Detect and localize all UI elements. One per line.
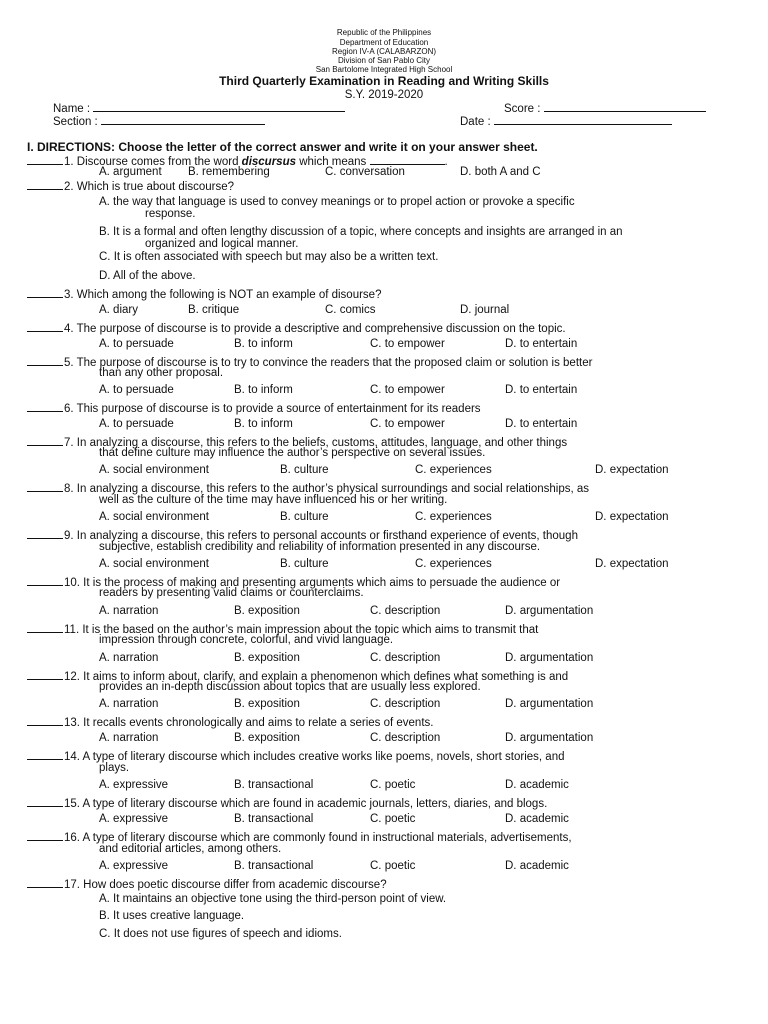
question-13: 13. It recalls events chronologically and aims to relate a series of events. [27,715,433,730]
q6-choice-b: B. to inform [234,418,293,430]
q3-choice-a: A. diary [99,304,138,316]
answer-blank[interactable] [27,528,63,539]
q9-choice-d: D. expectation [595,558,669,570]
q9-choice-c: C. experiences [415,558,492,570]
q11-choice-c: C. description [370,652,441,664]
section-label: Section : [53,116,98,128]
header-department: Department of Education [339,38,429,47]
q10-choice-b: B. exposition [234,605,300,617]
q2-choice-b: B. It is a formal and often lengthy discussion of a topic, where concepts and insights are arranged in an [99,226,623,238]
section-field[interactable] [53,114,265,128]
answer-blank[interactable] [27,287,63,298]
q2-choice-c: C. It is often associated with speech but may also be a written text. [99,251,439,263]
question-11: 11. It is the based on the author’s main impression about the topic which aims to transmit that [27,622,538,637]
school-year: S.Y. 2019-2020 [344,89,424,101]
header-region: Region IV-A (CALABARZON) [331,47,437,56]
q8-choice-b: B. culture [280,511,329,523]
name-field[interactable] [53,101,345,115]
question-9: 9. In analyzing a discourse, this refers to personal accounts or firsthand experience of events, though [27,528,578,543]
q15-choice-c: C. poetic [370,813,416,825]
q16-choice-d: D. academic [505,860,569,872]
question-5-cont: than any other proposal. [99,367,224,379]
date-line[interactable] [494,114,672,125]
q1-choice-d: D. both A and C [460,166,541,178]
question-5: 5. The purpose of discourse is to try to convince the readers that the proposed claim or solution is better [27,355,592,370]
q7-choice-c: C. experiences [415,464,492,476]
q9-choice-b: B. culture [280,558,329,570]
question-7-cont: that define culture may influence the author’s perspective on several issues. [99,447,486,459]
q14-choice-d: D. academic [505,779,569,791]
answer-blank[interactable] [27,154,63,165]
q5-choice-c: C. to empower [370,384,445,396]
score-label: Score : [504,103,541,115]
q17-choice-b: B. It uses creative language. [99,910,245,922]
answer-blank[interactable] [27,321,63,332]
q12-choice-a: A. narration [99,698,159,710]
q5-choice-d: D. to entertain [505,384,578,396]
q12-choice-d: D. argumentation [505,698,594,710]
q15-choice-a: A. expressive [99,813,169,825]
q8-choice-c: C. experiences [415,511,492,523]
question-15: 15. A type of literary discourse which are found in academic journals, letters, diaries, and blogs. [27,796,547,811]
q1-choice-c: C. conversation [325,166,405,178]
question-14-cont: plays. [99,762,130,774]
question-12: 12. It aims to inform about, clarify, and explain a phenomenon which defines what something is and [27,669,568,684]
date-label: Date : [460,116,491,128]
q11-choice-a: A. narration [99,652,159,664]
q2-choice-d: D. All of the above. [99,270,196,282]
question-6: 6. This purpose of discourse is to provide a source of entertainment for its readers [27,401,481,416]
meaning-blank[interactable] [370,154,445,165]
question-4: 4. The purpose of discourse is to provide a descriptive and comprehensive discussion on the topic. [27,321,566,336]
q11-choice-d: D. argumentation [505,652,594,664]
q6-choice-c: C. to empower [370,418,445,430]
answer-blank[interactable] [27,355,63,366]
section-line[interactable] [101,114,265,125]
q8-choice-d: D. expectation [595,511,669,523]
q10-choice-a: A. narration [99,605,159,617]
answer-blank[interactable] [27,575,63,586]
answer-blank[interactable] [27,669,63,680]
q12-choice-c: C. description [370,698,441,710]
q4-choice-d: D. to entertain [505,338,578,350]
question-8-cont: well as the culture of the time may have influenced his or her writing. [99,494,448,506]
answer-blank[interactable] [27,435,63,446]
q9-choice-a: A. social environment [99,558,209,570]
q8-choice-a: A. social environment [99,511,209,523]
q12-choice-b: B. exposition [234,698,300,710]
q7-choice-a: A. social environment [99,464,209,476]
answer-blank[interactable] [27,622,63,633]
header-division: Division of San Pablo City [337,56,431,65]
q14-choice-b: B. transactional [234,779,314,791]
answer-blank[interactable] [27,749,63,760]
q3-choice-d: D. journal [460,304,510,316]
q4-choice-c: C. to empower [370,338,445,350]
name-line[interactable] [93,101,345,112]
date-field[interactable] [460,114,672,128]
question-14: 14. A type of literary discourse which includes creative works like poems, novels, short stories, and [27,749,564,764]
q5-choice-a: A. to persuade [99,384,174,396]
q11-choice-b: B. exposition [234,652,300,664]
q13-choice-d: D. argumentation [505,732,594,744]
answer-blank[interactable] [27,796,63,807]
q15-choice-b: B. transactional [234,813,314,825]
answer-blank[interactable] [27,481,63,492]
score-field[interactable] [504,101,706,115]
question-2: 2. Which is true about discourse? [27,179,234,194]
q7-choice-d: D. expectation [595,464,669,476]
q10-choice-c: C. description [370,605,441,617]
q4-choice-b: B. to inform [234,338,293,350]
q2-choice-a: A. the way that language is used to convey meanings or to propel action or provoke a specific [99,196,575,208]
q14-choice-c: C. poetic [370,779,416,791]
q3-choice-c: C. comics [325,304,376,316]
q16-choice-c: C. poetic [370,860,416,872]
q16-choice-a: A. expressive [99,860,169,872]
q3-choice-b: B. critique [188,304,240,316]
q17-choice-c: C. It does not use figures of speech and idioms. [99,928,342,940]
header-republic: Republic of the Philippines [336,28,432,37]
q13-choice-c: C. description [370,732,441,744]
q13-choice-b: B. exposition [234,732,300,744]
answer-blank[interactable] [27,179,63,190]
q4-choice-a: A. to persuade [99,338,174,350]
score-line[interactable] [544,101,706,112]
answer-blank[interactable] [27,401,63,412]
question-9-cont: subjective, establish credibility and reliability of information presented in any discourse. [99,541,541,553]
q1-choice-b: B. remembering [188,166,270,178]
question-10-cont: readers by presenting valid claims or counterclaims. [99,587,364,599]
answer-blank[interactable] [27,830,63,841]
q15-choice-d: D. academic [505,813,569,825]
q5-choice-b: B. to inform [234,384,293,396]
q17-choice-a: A. It maintains an objective tone using the third-person point of view. [99,893,447,905]
q16-choice-b: B. transactional [234,860,314,872]
question-16-cont: and editorial articles, among others. [99,843,282,855]
q13-choice-a: A. narration [99,732,159,744]
q6-choice-d: D. to entertain [505,418,578,430]
q2-choice-a-cont: response. [145,208,196,220]
question-1: 1. Discourse comes from the word discursus which means . [27,154,448,169]
q10-choice-d: D. argumentation [505,605,594,617]
question-17: 17. How does poetic discourse differ from academic discourse? [27,877,387,892]
q14-choice-a: A. expressive [99,779,169,791]
question-3: 3. Which among the following is NOT an example of disourse? [27,287,381,302]
question-7: 7. In analyzing a discourse, this refers to the beliefs, customs, attitudes, language, and other things [27,435,567,450]
exam-title: Third Quarterly Examination in Reading and Writing Skills [219,74,549,88]
question-16: 16. A type of literary discourse which are commonly found in instructional materials, advertisements, [27,830,572,845]
directions: I. DIRECTIONS: Choose the letter of the correct answer and write it on your answer sheet. [27,140,538,154]
question-10: 10. It is the process of making and presenting arguments which aims to persuade the audience or [27,575,560,590]
question-11-cont: impression through concrete, colorful, and vivid language. [99,634,394,646]
question-12-cont: provides an in-depth discussion about topics that are usually less explored. [99,681,481,693]
question-8: 8. In analyzing a discourse, this refers to the author’s physical surroundings and social relationships, as [27,481,589,496]
answer-blank[interactable] [27,877,63,888]
q6-choice-a: A. to persuade [99,418,174,430]
q1-choice-a: A. argument [99,166,162,178]
name-label: Name : [53,103,91,115]
header-school: San Bartolome Integrated High School [315,65,453,74]
q2-choice-b-cont: organized and logical manner. [145,238,299,250]
answer-blank[interactable] [27,715,63,726]
q7-choice-b: B. culture [280,464,329,476]
